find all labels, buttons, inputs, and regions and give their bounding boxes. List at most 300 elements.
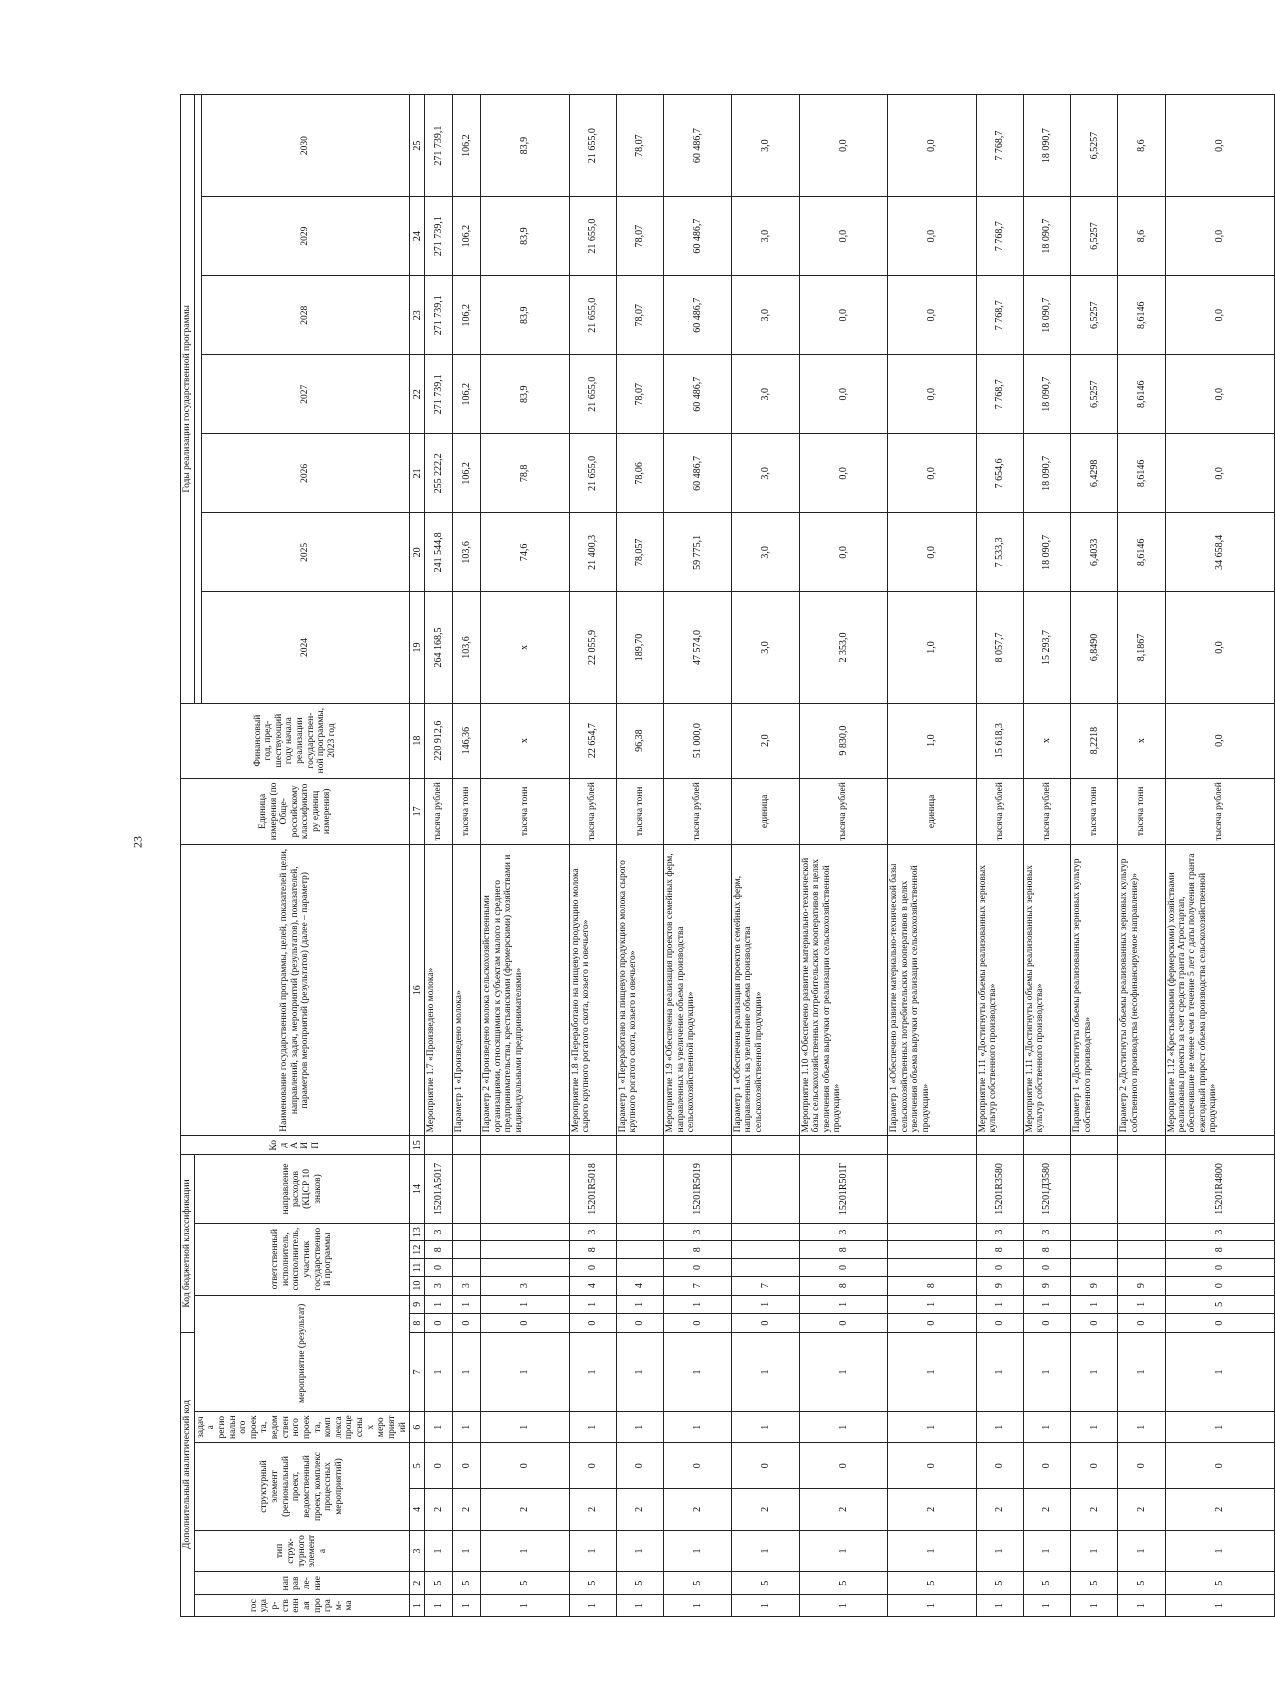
code-cell bbox=[481, 1241, 569, 1259]
code-cell: 2 bbox=[1023, 1489, 1070, 1531]
code-cell: 1 bbox=[1165, 1412, 1274, 1443]
code-cell bbox=[1118, 1241, 1165, 1259]
row-name: Мероприятие 1.8 «Переработано на пищевую продукцию молока сырого крупного рогатого скота, козьего и овечьего» bbox=[569, 845, 616, 1136]
code-cell: 1 bbox=[1165, 1595, 1274, 1617]
code-cell: 3 bbox=[425, 1223, 453, 1241]
code-cell bbox=[888, 1223, 976, 1241]
value-2023: х bbox=[1118, 703, 1165, 778]
code-cell: 1 bbox=[453, 1595, 481, 1617]
code-cell: 1 bbox=[1023, 1332, 1070, 1411]
year-header-2026: 2026 bbox=[201, 434, 410, 513]
code-cell: 2 bbox=[664, 1489, 732, 1531]
code-cell: 5 bbox=[1118, 1572, 1165, 1595]
code-cell: 1 bbox=[1118, 1332, 1165, 1411]
code-cell: 1 bbox=[888, 1595, 976, 1617]
code-cell: 2 bbox=[1071, 1489, 1118, 1531]
code-cell: 8 bbox=[425, 1241, 453, 1259]
code-cell: 1 bbox=[976, 1295, 1023, 1314]
code-cell: 0 bbox=[569, 1443, 616, 1489]
code-cell: 0 bbox=[425, 1314, 453, 1333]
value-2030: 0,0 bbox=[799, 95, 887, 197]
code-cell: 5 bbox=[664, 1572, 732, 1595]
code-cell bbox=[616, 1223, 663, 1241]
code-cell: 2 bbox=[616, 1489, 663, 1531]
row-name: Параметр 1 «Обеспечено развитие материально-технической базы сельскохозяйственных потребительских кооперативов в целях увеличения объема выручки от реализации сельскохозяйственной продукции» bbox=[888, 845, 976, 1136]
code-cell bbox=[888, 1241, 976, 1259]
value-2029: 3,0 bbox=[731, 197, 799, 276]
column-number: 11 bbox=[410, 1259, 425, 1277]
table-row bbox=[1023, 95, 1070, 1617]
code-cell: 8 bbox=[799, 1276, 887, 1295]
code-cell: 1 bbox=[616, 1332, 663, 1411]
value-2027: 0,0 bbox=[799, 355, 887, 434]
value-2027: 3,0 bbox=[731, 355, 799, 434]
value-2027: 8,6146 bbox=[1118, 355, 1165, 434]
code-cell: 1 bbox=[453, 1530, 481, 1572]
value-2027: 21 655,0 bbox=[569, 355, 616, 434]
rotated-table-container bbox=[180, 94, 1226, 1617]
column-number: 6 bbox=[410, 1412, 425, 1443]
code-cell: 1 bbox=[888, 1295, 976, 1314]
column-number: 13 bbox=[410, 1223, 425, 1241]
year-header-2025: 2025 bbox=[201, 513, 410, 592]
aip-cell bbox=[569, 1136, 616, 1155]
value-2030: 21 655,0 bbox=[569, 95, 616, 197]
value-2028: 6,5257 bbox=[1071, 276, 1118, 355]
value-2025: 6,4033 bbox=[1071, 513, 1118, 592]
code-cell: 3 bbox=[425, 1276, 453, 1295]
row-name: Мероприятие 1.11 «Достигнуты объемы реализованных зерновых культур собственного производства» bbox=[976, 845, 1023, 1136]
value-2029: 271 739,1 bbox=[425, 197, 453, 276]
row-name: Мероприятие 1.10 «Обеспечено развитие материально-технической базы сельскохозяйственных потребительских кооперативов в целях увеличения объема выручки от реализации сельскохозяйственной продукции» bbox=[799, 845, 887, 1136]
aip-cell bbox=[453, 1136, 481, 1155]
column-number: 4 bbox=[410, 1489, 425, 1531]
code-cell: 1 bbox=[664, 1530, 732, 1572]
struct-type-header: тип струк-турного элемента bbox=[194, 1530, 410, 1572]
code-cell: 2 bbox=[453, 1489, 481, 1531]
code-cell: 2 bbox=[1165, 1489, 1274, 1531]
value-2023: 1,0 bbox=[888, 703, 976, 778]
dop-code-header: Дополнительный аналитический код bbox=[181, 1332, 195, 1616]
value-2025: 8,6146 bbox=[1118, 513, 1165, 592]
value-2024: 6,8490 bbox=[1071, 592, 1118, 703]
code-cell: 0 bbox=[1118, 1443, 1165, 1489]
code-cell: 7 bbox=[664, 1276, 732, 1295]
code-cell: 0 bbox=[1165, 1259, 1274, 1277]
value-2029: 0,0 bbox=[799, 197, 887, 276]
code-cell: 1 bbox=[616, 1595, 663, 1617]
code-cell bbox=[731, 1259, 799, 1277]
code-cell: 0 bbox=[888, 1314, 976, 1333]
column-number: 3 bbox=[410, 1530, 425, 1572]
code-cell: 0 bbox=[976, 1443, 1023, 1489]
code-cell: 4 bbox=[569, 1276, 616, 1295]
code-cell: 0 bbox=[1165, 1443, 1274, 1489]
unit-cell: тысяча тонн bbox=[1071, 778, 1118, 845]
code-cell: 1 bbox=[1165, 1332, 1274, 1411]
code-cell bbox=[1071, 1223, 1118, 1241]
value-2025: 0,0 bbox=[888, 513, 976, 592]
value-2029: 7 768,7 bbox=[976, 197, 1023, 276]
unit-cell: единица bbox=[731, 778, 799, 845]
column-number: 24 bbox=[410, 197, 425, 276]
executor-header: ответственный исполнитель, соисполнитель, участник государственной программы bbox=[194, 1223, 410, 1295]
value-2026: 0,0 bbox=[1165, 434, 1274, 513]
value-2024: 103,6 bbox=[453, 592, 481, 703]
value-2028: 0,0 bbox=[1165, 276, 1274, 355]
table-body bbox=[425, 95, 1275, 1617]
code-cell: 9 bbox=[976, 1276, 1023, 1295]
value-2026: 0,0 bbox=[888, 434, 976, 513]
value-2028: 8,6146 bbox=[1118, 276, 1165, 355]
year-header-2029: 2029 bbox=[201, 197, 410, 276]
code-cell: 1 bbox=[425, 1530, 453, 1572]
code-cell: 1 bbox=[731, 1412, 799, 1443]
code-cell: 3 bbox=[1165, 1223, 1274, 1241]
code-cell: 1 bbox=[888, 1332, 976, 1411]
code-cell bbox=[1118, 1259, 1165, 1277]
program-table bbox=[180, 94, 1275, 1617]
unit-cell: тысяча рублей bbox=[976, 778, 1023, 845]
year-header-2027: 2027 bbox=[201, 355, 410, 434]
unit-cell: тысяча рублей bbox=[799, 778, 887, 845]
value-2025: 241 544,8 bbox=[425, 513, 453, 592]
code-cell: 0 bbox=[569, 1259, 616, 1277]
value-2023: х bbox=[1023, 703, 1070, 778]
value-2030: 106,2 bbox=[453, 95, 481, 197]
column-number: 15 bbox=[410, 1136, 425, 1155]
code-cell: 5 bbox=[481, 1572, 569, 1595]
code-cell: 8 bbox=[976, 1241, 1023, 1259]
code-cell: 0 bbox=[731, 1443, 799, 1489]
value-2029: 6,5257 bbox=[1071, 197, 1118, 276]
kcsr-cell bbox=[888, 1155, 976, 1224]
code-cell bbox=[616, 1241, 663, 1259]
code-cell: 1 bbox=[799, 1295, 887, 1314]
table-row bbox=[481, 95, 569, 1617]
value-2025: 0,0 bbox=[799, 513, 887, 592]
column-number: 2 bbox=[410, 1572, 425, 1595]
column-number: 23 bbox=[410, 276, 425, 355]
table-row bbox=[616, 95, 663, 1617]
value-2023: 96,38 bbox=[616, 703, 663, 778]
code-cell: 1 bbox=[569, 1530, 616, 1572]
code-cell: 3 bbox=[481, 1276, 569, 1295]
value-2024: 189,70 bbox=[616, 592, 663, 703]
code-cell: 2 bbox=[569, 1489, 616, 1531]
code-cell: 2 bbox=[425, 1489, 453, 1531]
table-row bbox=[799, 95, 887, 1617]
code-cell: 9 bbox=[1118, 1276, 1165, 1295]
code-cell: 1 bbox=[453, 1412, 481, 1443]
event-header: мероприятие (результат) bbox=[194, 1295, 410, 1412]
code-cell bbox=[481, 1223, 569, 1241]
value-2026: 6,4298 bbox=[1071, 434, 1118, 513]
code-cell: 1 bbox=[569, 1595, 616, 1617]
code-cell: 1 bbox=[799, 1530, 887, 1572]
column-number: 21 bbox=[410, 434, 425, 513]
header-row-1 bbox=[181, 95, 195, 1617]
table-row bbox=[1165, 95, 1274, 1617]
aip-cell bbox=[1118, 1136, 1165, 1155]
row-name: Мероприятие 1.7 «Произведено молока» bbox=[425, 845, 453, 1136]
value-2027: 271 739,1 bbox=[425, 355, 453, 434]
code-cell: 1 bbox=[731, 1530, 799, 1572]
aip-cell bbox=[616, 1136, 663, 1155]
year-header-2024: 2024 bbox=[201, 592, 410, 703]
code-cell: 1 bbox=[425, 1295, 453, 1314]
value-2026: 21 655,0 bbox=[569, 434, 616, 513]
row-name: Параметр 2 «Достигнуты объемы реализованных зерновых культур собственного производства (несофинансируемое направление)» bbox=[1118, 845, 1165, 1136]
code-cell: 0 bbox=[888, 1443, 976, 1489]
code-cell: 2 bbox=[1118, 1489, 1165, 1531]
value-2030: 8,6 bbox=[1118, 95, 1165, 197]
aip-cell bbox=[1165, 1136, 1274, 1155]
code-cell bbox=[453, 1241, 481, 1259]
value-2023: 146,36 bbox=[453, 703, 481, 778]
value-2028: 18 090,7 bbox=[1023, 276, 1070, 355]
table-row bbox=[1071, 95, 1118, 1617]
code-cell: 1 bbox=[569, 1332, 616, 1411]
value-2029: 60 486,7 bbox=[664, 197, 732, 276]
code-cell: 3 bbox=[569, 1223, 616, 1241]
unit-cell: тысяча тонн bbox=[453, 778, 481, 845]
code-cell: 1 bbox=[731, 1295, 799, 1314]
code-cell: 2 bbox=[481, 1489, 569, 1531]
struct-element-header: структурный элемент (региональный проект, ведомственный проект, комплекс процессных мероприятий) bbox=[194, 1443, 410, 1530]
code-cell: 5 bbox=[888, 1572, 976, 1595]
code-cell: 0 bbox=[1165, 1276, 1274, 1295]
value-2025: 7 533,3 bbox=[976, 513, 1023, 592]
code-cell: 0 bbox=[731, 1314, 799, 1333]
row-name: Параметр 1 «Достигнуты объемы реализованных зерновых культур собственного производства» bbox=[1071, 845, 1118, 1136]
code-cell: 0 bbox=[664, 1259, 732, 1277]
value-2026: 106,2 bbox=[453, 434, 481, 513]
row-name: Параметр 1 «Обеспечена реализация проектов семейных ферм, направленных на увеличение объема производства сельскохозяйственной продукции» bbox=[731, 845, 799, 1136]
column-number-row bbox=[410, 95, 425, 1617]
value-2029: 0,0 bbox=[1165, 197, 1274, 276]
code-cell: 1 bbox=[976, 1595, 1023, 1617]
unit-cell: тысяча тонн bbox=[481, 778, 569, 845]
code-cell: 1 bbox=[1118, 1412, 1165, 1443]
code-cell: 1 bbox=[664, 1295, 732, 1314]
code-cell: 1 bbox=[569, 1295, 616, 1314]
value-2027: 18 090,7 bbox=[1023, 355, 1070, 434]
value-2025: 3,0 bbox=[731, 513, 799, 592]
value-2026: 78,8 bbox=[481, 434, 569, 513]
aip-cell bbox=[664, 1136, 732, 1155]
code-cell: 3 bbox=[1023, 1223, 1070, 1241]
aip-cell bbox=[1023, 1136, 1070, 1155]
code-cell: 0 bbox=[616, 1443, 663, 1489]
code-cell: 0 bbox=[1023, 1443, 1070, 1489]
code-cell bbox=[1118, 1223, 1165, 1241]
code-cell: 1 bbox=[425, 1332, 453, 1411]
state-program-header: государ-ственная програм-ма bbox=[194, 1595, 410, 1617]
code-cell: 1 bbox=[1071, 1595, 1118, 1617]
value-2024: 8,1867 bbox=[1118, 592, 1165, 703]
code-cell: 1 bbox=[731, 1332, 799, 1411]
code-cell: 9 bbox=[1023, 1276, 1070, 1295]
code-cell: 0 bbox=[799, 1314, 887, 1333]
column-number: 9 bbox=[410, 1295, 425, 1314]
code-cell: 1 bbox=[1071, 1412, 1118, 1443]
code-cell: 1 bbox=[1071, 1295, 1118, 1314]
value-2026: 255 222,2 bbox=[425, 434, 453, 513]
column-number: 14 bbox=[410, 1155, 425, 1224]
column-number: 17 bbox=[410, 778, 425, 845]
code-cell: 0 bbox=[425, 1259, 453, 1277]
aip-cell bbox=[1071, 1136, 1118, 1155]
code-cell: 0 bbox=[976, 1259, 1023, 1277]
code-cell: 4 bbox=[616, 1276, 663, 1295]
code-cell: 1 bbox=[481, 1412, 569, 1443]
aip-cell bbox=[481, 1136, 569, 1155]
code-cell: 8 bbox=[888, 1276, 976, 1295]
code-cell: 1 bbox=[1118, 1595, 1165, 1617]
kcsr-cell: 15201R5019 bbox=[664, 1155, 732, 1224]
value-2029: 0,0 bbox=[888, 197, 976, 276]
table-row bbox=[888, 95, 976, 1617]
code-cell: 1 bbox=[1023, 1530, 1070, 1572]
code-cell: 1 bbox=[1118, 1295, 1165, 1314]
code-cell: 8 bbox=[1165, 1241, 1274, 1259]
code-cell: 8 bbox=[664, 1241, 732, 1259]
value-2027: 83,9 bbox=[481, 355, 569, 434]
kcsr-cell: 15201А5017 bbox=[425, 1155, 453, 1224]
value-2027: 6,5257 bbox=[1071, 355, 1118, 434]
column-number: 8 bbox=[410, 1314, 425, 1333]
code-cell: 1 bbox=[731, 1595, 799, 1617]
value-2026: 78,06 bbox=[616, 434, 663, 513]
code-cell: 1 bbox=[1071, 1332, 1118, 1411]
code-cell bbox=[1071, 1241, 1118, 1259]
code-cell: 0 bbox=[664, 1443, 732, 1489]
value-2028: 78,07 bbox=[616, 276, 663, 355]
value-2024: 1,0 bbox=[888, 592, 976, 703]
year-header-2028: 2028 bbox=[201, 276, 410, 355]
value-2029: 106,2 bbox=[453, 197, 481, 276]
code-cell: 1 bbox=[481, 1295, 569, 1314]
direction-header: направле-ние bbox=[194, 1572, 410, 1595]
value-2025: 21 400,3 bbox=[569, 513, 616, 592]
value-2026: 18 090,7 bbox=[1023, 434, 1070, 513]
aip-cell bbox=[888, 1136, 976, 1155]
code-cell: 0 bbox=[799, 1259, 887, 1277]
aip-header: Код АИП bbox=[181, 1136, 410, 1155]
value-2030: 6,5257 bbox=[1071, 95, 1118, 197]
value-2028: 3,0 bbox=[731, 276, 799, 355]
value-2029: 78,07 bbox=[616, 197, 663, 276]
value-2030: 18 090,7 bbox=[1023, 95, 1070, 197]
code-cell: 1 bbox=[799, 1332, 887, 1411]
unit-cell: тысяча рублей bbox=[425, 778, 453, 845]
table-row bbox=[976, 95, 1023, 1617]
value-2028: 0,0 bbox=[799, 276, 887, 355]
code-cell bbox=[731, 1241, 799, 1259]
value-2023: х bbox=[481, 703, 569, 778]
table-row bbox=[664, 95, 732, 1617]
value-2030: 0,0 bbox=[888, 95, 976, 197]
code-cell bbox=[481, 1259, 569, 1277]
expense-dir-header: направление расходов (КЦСР 10 знаков) bbox=[194, 1155, 410, 1224]
column-number: 10 bbox=[410, 1276, 425, 1295]
code-cell: 5 bbox=[569, 1572, 616, 1595]
value-2030: 83,9 bbox=[481, 95, 569, 197]
code-cell: 0 bbox=[1071, 1443, 1118, 1489]
code-cell: 1 bbox=[1023, 1295, 1070, 1314]
aip-cell bbox=[799, 1136, 887, 1155]
code-cell: 0 bbox=[799, 1443, 887, 1489]
code-cell: 0 bbox=[976, 1314, 1023, 1333]
code-cell: 0 bbox=[664, 1314, 732, 1333]
value-2024: 2 353,0 bbox=[799, 592, 887, 703]
code-cell: 5 bbox=[1165, 1295, 1274, 1314]
column-number: 25 bbox=[410, 95, 425, 197]
code-cell: 8 bbox=[1023, 1241, 1070, 1259]
row-name: Параметр 1 «Переработано на пищевую продукцию молока сырого крупного рогатого скота, козьего и овечьего» bbox=[616, 845, 663, 1136]
code-cell: 1 bbox=[976, 1412, 1023, 1443]
code-cell: 1 bbox=[664, 1412, 732, 1443]
row-name: Мероприятие 1.12 «Крестьянскими (фермерскими) хозяйствами реализованы проекты за счет средств гранта Агростартап, обеспечившие не менее чем в течение 5 лет с даты получения гранта ежегодный прирост объема производства сельскохозяйственной продукции» bbox=[1165, 845, 1274, 1136]
code-cell bbox=[1071, 1259, 1118, 1277]
column-number: 1 bbox=[410, 1595, 425, 1617]
kcsr-cell: 15201Д3580 bbox=[1023, 1155, 1070, 1224]
value-2025: 74,6 bbox=[481, 513, 569, 592]
code-cell: 3 bbox=[453, 1276, 481, 1295]
code-cell: 1 bbox=[799, 1595, 887, 1617]
code-cell: 0 bbox=[425, 1443, 453, 1489]
code-cell: 5 bbox=[1023, 1572, 1070, 1595]
kcsr-cell: 15201R3580 bbox=[976, 1155, 1023, 1224]
row-name: Мероприятие 1.11 «Достигнуты объемы реализованных зерновых культур собственного производства» bbox=[1023, 845, 1070, 1136]
value-2029: 21 655,0 bbox=[569, 197, 616, 276]
aip-cell bbox=[425, 1136, 453, 1155]
table-row bbox=[569, 95, 616, 1617]
kcsr-cell: 15201R501Г bbox=[799, 1155, 887, 1224]
value-2027: 0,0 bbox=[1165, 355, 1274, 434]
code-cell: 8 bbox=[799, 1241, 887, 1259]
value-2024: 47 574,0 bbox=[664, 592, 732, 703]
code-cell: 0 bbox=[1165, 1314, 1274, 1333]
code-cell: 1 bbox=[976, 1530, 1023, 1572]
code-cell: 1 bbox=[888, 1412, 976, 1443]
unit-cell: тысяча тонн bbox=[616, 778, 663, 845]
value-2025: 34 658,4 bbox=[1165, 513, 1274, 592]
value-2024: 3,0 bbox=[731, 592, 799, 703]
value-2028: 7 768,7 bbox=[976, 276, 1023, 355]
value-2028: 21 655,0 bbox=[569, 276, 616, 355]
code-cell: 3 bbox=[799, 1223, 887, 1241]
code-cell: 1 bbox=[569, 1412, 616, 1443]
code-cell: 5 bbox=[799, 1572, 887, 1595]
code-cell: 1 bbox=[1118, 1530, 1165, 1572]
code-cell: 0 bbox=[1023, 1314, 1070, 1333]
value-2026: 7 654,6 bbox=[976, 434, 1023, 513]
page-number: 23 bbox=[130, 836, 145, 848]
task-header: задача регионального проекта, ведомственного проекта, комплекса процессных мероприятий bbox=[194, 1412, 410, 1443]
value-2026: 3,0 bbox=[731, 434, 799, 513]
code-cell: 5 bbox=[425, 1572, 453, 1595]
column-number: 7 bbox=[410, 1332, 425, 1411]
code-cell: 1 bbox=[888, 1530, 976, 1572]
code-cell: 1 bbox=[664, 1332, 732, 1411]
value-2023: 9 830,0 bbox=[799, 703, 887, 778]
code-cell: 0 bbox=[453, 1314, 481, 1333]
code-cell: 0 bbox=[481, 1443, 569, 1489]
value-2023: 220 912,6 bbox=[425, 703, 453, 778]
code-cell: 1 bbox=[616, 1295, 663, 1314]
